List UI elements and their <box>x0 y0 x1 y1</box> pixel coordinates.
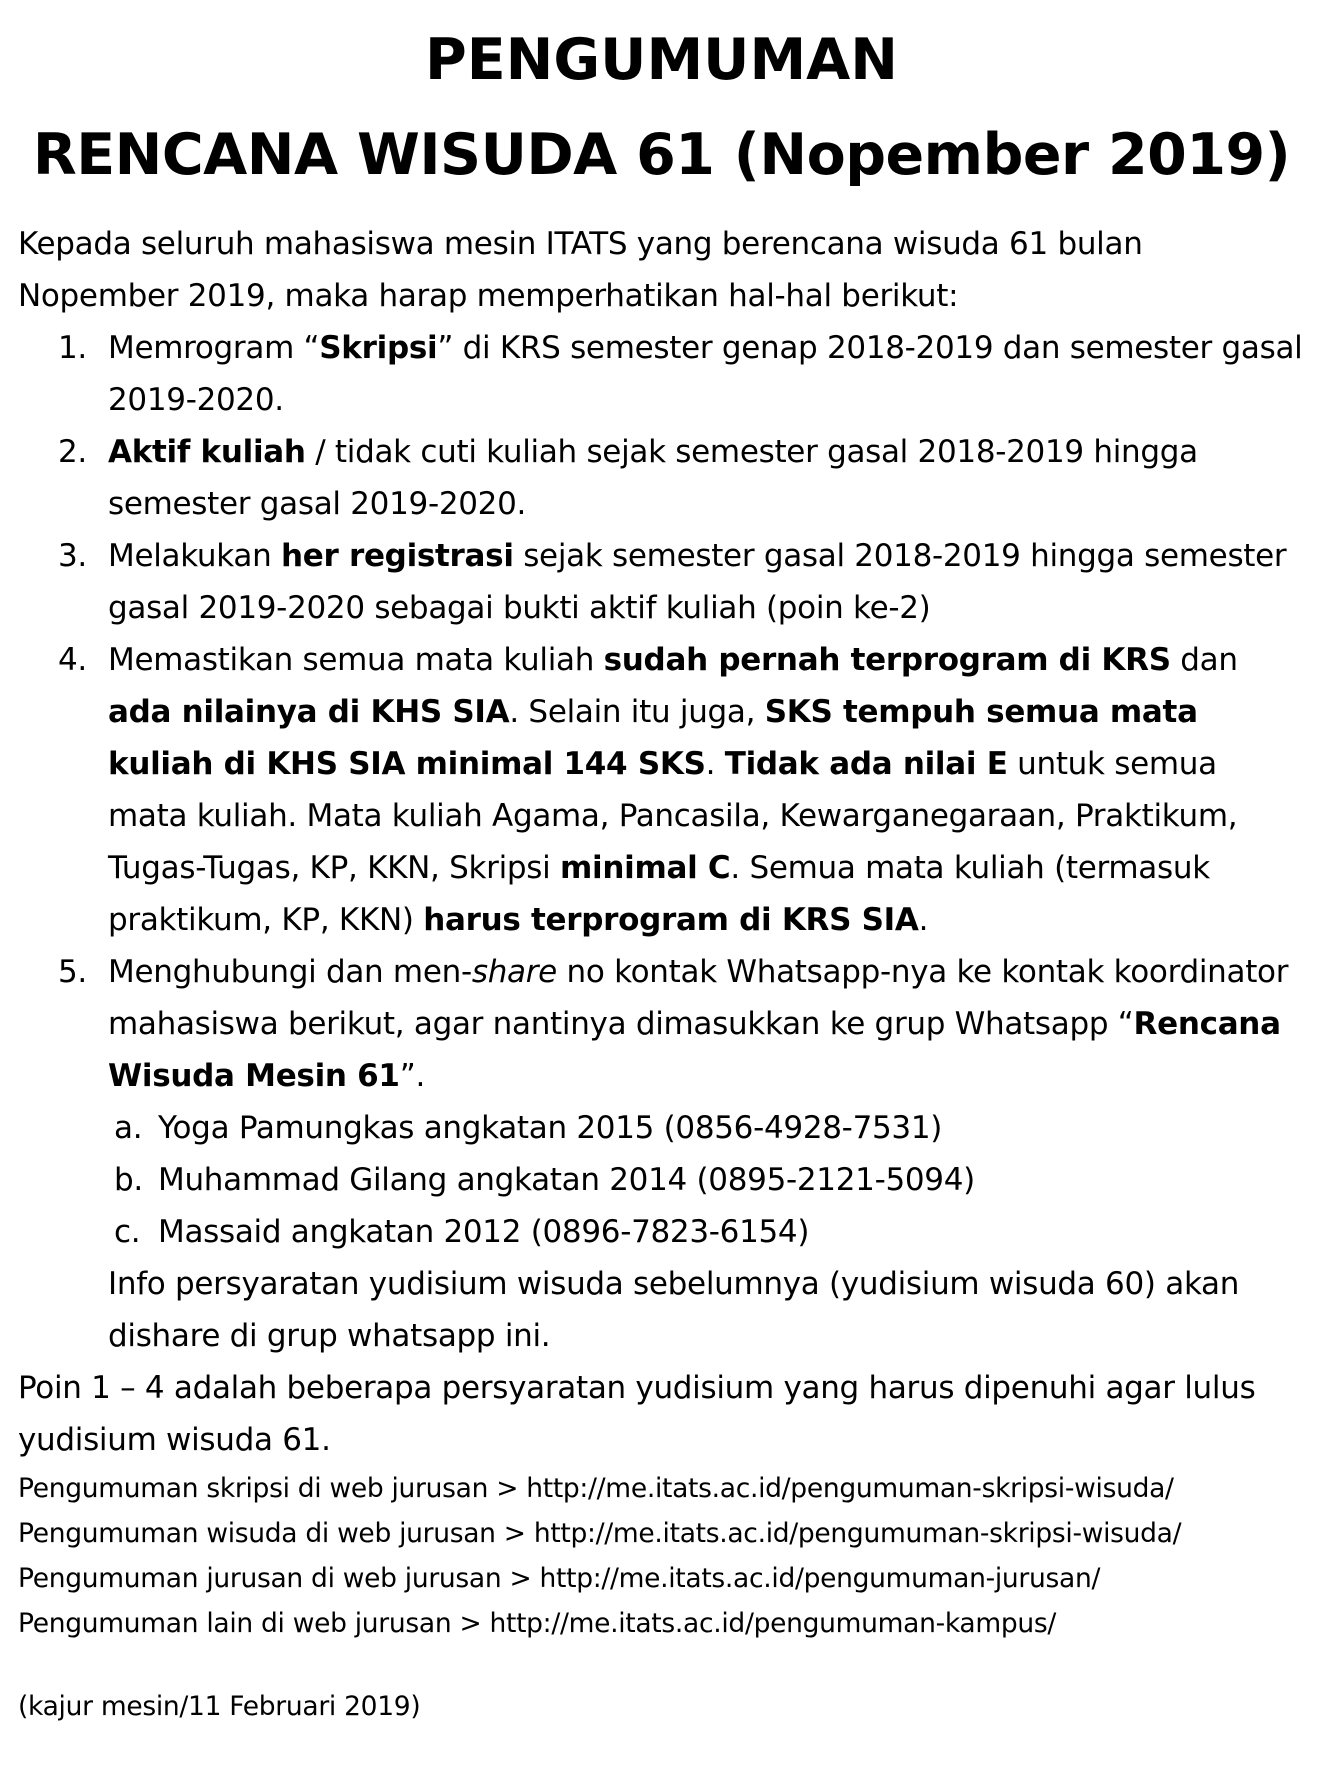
item-text: / tidak cuti kuliah sejak semester gasal 2018-2019 hingga semester gasal 2019-2020. <box>108 434 1198 522</box>
item-text: . <box>918 902 929 938</box>
item-text: ” di KRS semester genap 2018-2019 dan semester gasal 2019-2020. <box>108 330 1303 418</box>
requirements-list <box>18 322 1305 1362</box>
intro-paragraph: Kepada seluruh mahasiswa mesin ITATS yang berencana wisuda 61 bulan Nopember 2019, maka harap memperhatikan hal-hal berikut: <box>18 226 1143 314</box>
item-emphasis: harus terprogram di KRS SIA <box>423 902 919 938</box>
item-text: sejak semester gasal 2018-2019 hingga semester gasal 2019-2020 sebagai bukti aktif kuliah (poin ke-2) <box>108 538 1287 626</box>
link-line: Pengumuman wisuda di web jurusan > http://me.itats.ac.id/pengumuman-skripsi-wisuda/ <box>18 1518 1182 1549</box>
contact-text: Yoga Pamungkas angkatan 2015 (0856-4928-7531) <box>158 1110 943 1146</box>
link-line: Pengumuman lain di web jurusan > http://me.itats.ac.id/pengumuman-kampus/ <box>18 1608 1057 1639</box>
item-number: 3. <box>58 538 87 574</box>
contact-letter: c. <box>114 1214 141 1250</box>
item-number: 5. <box>58 954 87 990</box>
link-line: Pengumuman skripsi di web jurusan > http://me.itats.ac.id/pengumuman-skripsi-wisuda/ <box>18 1473 1174 1504</box>
summary-paragraph: Poin 1 – 4 adalah beberapa persyaratan yudisium yang harus dipenuhi agar lulus yudisium wisuda 61. <box>18 1370 1256 1458</box>
item-text: . <box>705 746 725 782</box>
item-emphasis: Rencana Wisuda Mesin 61 <box>108 1006 1281 1094</box>
item-emphasis: Skripsi <box>319 330 438 366</box>
list-item <box>18 634 1305 946</box>
item-text: . Selain itu juga, <box>509 694 765 730</box>
item-text: Menghubungi dan men- <box>108 954 472 990</box>
item-italic: share <box>471 954 557 990</box>
contact-item <box>108 1154 1305 1206</box>
item-emphasis: ada nilainya di KHS SIA <box>108 694 510 730</box>
signature: (kajur mesin/11 Februari 2019) <box>18 1691 421 1722</box>
contact-text: Muhammad Gilang angkatan 2014 (0895-2121-5094) <box>158 1162 975 1198</box>
link-list <box>18 1466 1305 1646</box>
item-emphasis: Aktif kuliah <box>108 434 306 470</box>
list-item <box>18 426 1305 530</box>
link-line: Pengumuman jurusan di web jurusan > http://me.itats.ac.id/pengumuman-jurusan/ <box>18 1563 1101 1594</box>
item-text: . Semua mata kuliah (termasuk praktikum, KP, KKN) <box>108 850 1210 938</box>
item-text: Memastikan semua mata kuliah <box>108 642 604 678</box>
item-number: 2. <box>58 434 87 470</box>
item-emphasis: her registrasi <box>280 538 514 574</box>
item-emphasis: Tidak ada nilai E <box>724 746 1008 782</box>
item-number: 1. <box>58 330 87 366</box>
contact-letter: a. <box>114 1110 143 1146</box>
item-text: untuk semua mata kuliah. Mata kuliah Agama, Pancasila, Kewarganegaraan, Praktikum, Tugas-Tugas, KP, KKN, Skripsi <box>108 746 1238 886</box>
list-item <box>18 322 1305 426</box>
item-text: Melakukan <box>108 538 281 574</box>
contact-list <box>108 1102 1305 1258</box>
page-subtitle: RENCANA WISUDA 61 (Nopember 2019) <box>32 122 1291 188</box>
item-text: Memrogram “ <box>108 330 320 366</box>
item-emphasis: SKS tempuh semua mata kuliah di KHS SIA minimal 144 SKS <box>108 694 1198 782</box>
item-text: dan <box>1170 642 1238 678</box>
item-emphasis: minimal C <box>560 850 731 886</box>
contact-letter: b. <box>114 1162 143 1198</box>
item-emphasis: sudah pernah terprogram di KRS <box>603 642 1171 678</box>
list-item <box>18 946 1305 1362</box>
item-text: ”. <box>399 1058 426 1094</box>
contact-item <box>108 1102 1305 1154</box>
contact-text: Massaid angkatan 2012 (0896-7823-6154) <box>158 1214 810 1250</box>
item-text: no kontak Whatsapp-nya ke kontak koordinator mahasiswa berikut, agar nantinya dimasukkan ke grup Whatsapp “ <box>108 954 1289 1042</box>
item-number: 4. <box>58 642 87 678</box>
info-note: Info persyaratan yudisium wisuda sebelumnya (yudisium wisuda 60) akan dishare di grup whatsapp ini. <box>108 1266 1240 1354</box>
list-item <box>18 530 1305 634</box>
page-title: PENGUMUMAN <box>424 27 899 93</box>
contact-item <box>108 1206 1305 1258</box>
